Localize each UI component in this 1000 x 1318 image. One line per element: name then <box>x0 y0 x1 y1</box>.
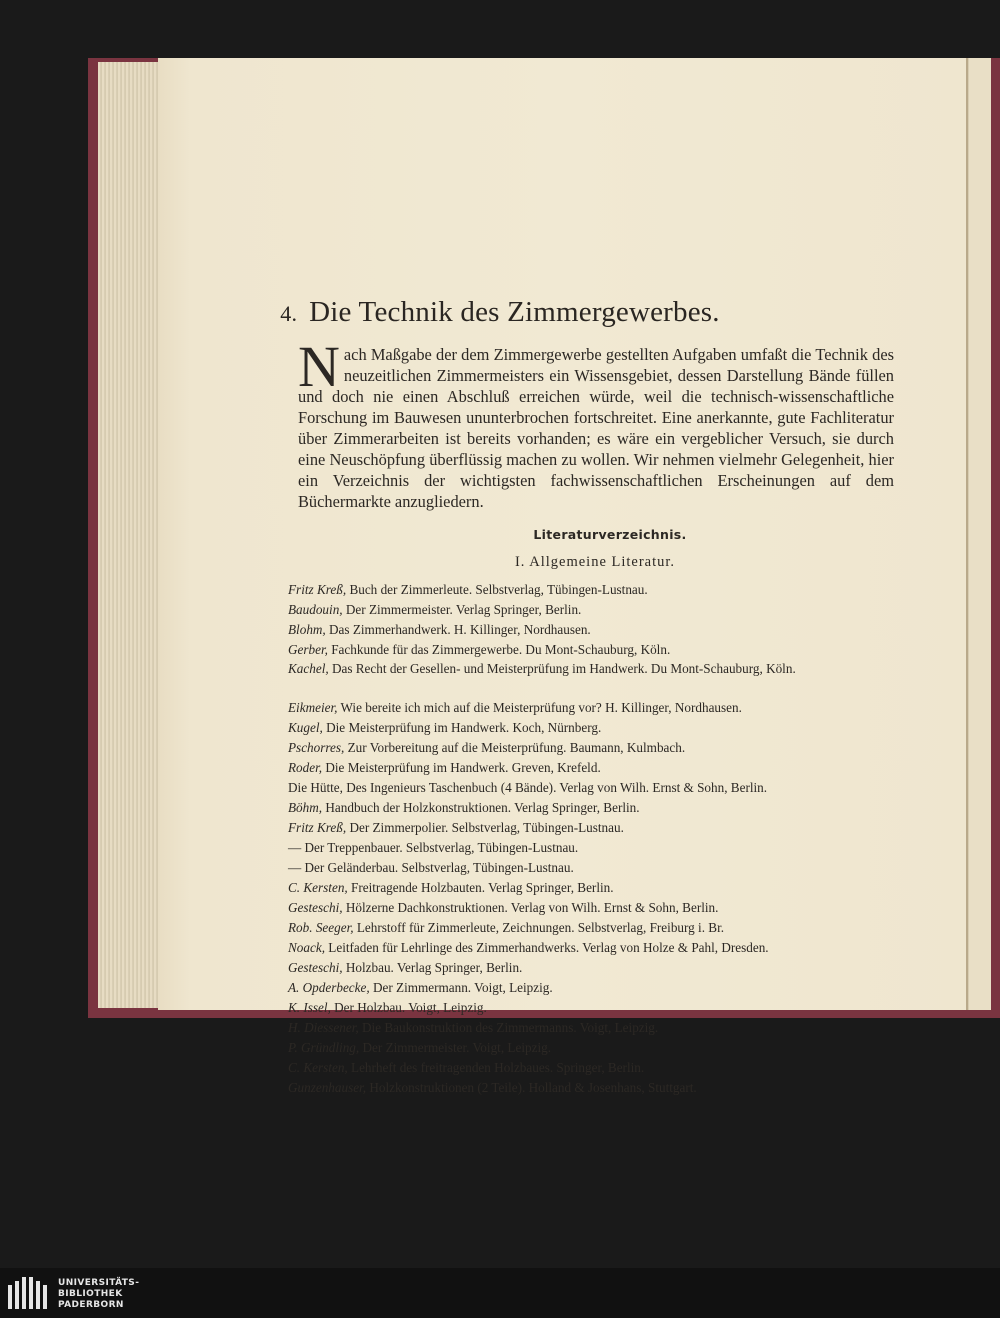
entry-author: Gerber, <box>288 642 328 657</box>
bibliography-entry <box>288 998 908 1018</box>
entry-text: — Der Treppenbauer. Selbstverlag, Tübingen-Lustnau. <box>288 840 579 855</box>
entry-text: Lehrheft des freitragenden Holzbaues. Springer, Berlin. <box>347 1060 645 1075</box>
bibliography-entry <box>288 640 908 660</box>
entry-author: Fritz Kreß, <box>288 582 347 597</box>
entry-text: Die Baukonstruktion des Zimmermanns. Voigt, Leipzig. <box>358 1020 659 1035</box>
entry-text: Wie bereite ich mich auf die Meisterprüfung vor? H. Killinger, Nordhausen. <box>337 700 742 715</box>
section-title: Die Technik des Zimmergewerbes. <box>309 296 720 328</box>
entry-author: P. Gründling, <box>288 1040 360 1055</box>
bibliography-entry <box>288 858 908 878</box>
drop-cap: N <box>298 334 340 399</box>
entry-text: Lehrstoff für Zimmerleute, Zeichnungen. Selbstverlag, Freiburg i. Br. <box>353 920 725 935</box>
bibliography-entry <box>288 1078 908 1098</box>
library-bars-icon <box>8 1277 52 1309</box>
bibliography-entry <box>288 738 908 758</box>
bibliography-entry <box>288 818 908 838</box>
bibliography-entry <box>288 620 908 640</box>
bibliography-entry <box>288 1058 908 1078</box>
entry-text: Hölzerne Dachkonstruktionen. Verlag von Wilh. Ernst & Sohn, Berlin. <box>342 900 719 915</box>
entry-author: Gesteschi, <box>288 900 343 915</box>
entry-text: Der Zimmermeister. Voigt, Leipzig. <box>359 1040 551 1055</box>
bibliography-entry <box>288 878 908 898</box>
entry-author: Gunzenhauser, <box>288 1080 367 1095</box>
entry-text: Die Meisterprüfung im Handwerk. Greven, Krefeld. <box>322 760 601 775</box>
entry-author: Eikmeier, <box>288 700 338 715</box>
bibliography-entry <box>288 778 908 798</box>
literature-section: I. Allgemeine Literatur. <box>514 554 676 570</box>
entry-text: Das Zimmerhandwerk. H. Killinger, Nordhausen. <box>325 622 591 637</box>
footer-bar <box>0 1268 1000 1318</box>
entry-text: Der Zimmerpolier. Selbstverlag, Tübingen-Lustnau. <box>346 820 624 835</box>
entry-text: — Der Geländerbau. Selbstverlag, Tübingen-Lustnau. <box>288 860 574 875</box>
entry-author: Blohm, <box>288 622 326 637</box>
bibliography-entry <box>288 958 908 978</box>
entry-text: Der Zimmermann. Voigt, Leipzig. <box>369 980 553 995</box>
bibliography-list <box>288 580 908 1098</box>
entry-author: Noack, <box>288 940 325 955</box>
bibliography-entry <box>288 600 908 620</box>
entry-author: Baudouin, <box>288 602 343 617</box>
entry-author: A. Opderbecke, <box>288 980 370 995</box>
entry-author: Roder, <box>288 760 323 775</box>
entry-text: Zur Vorbereitung auf die Meisterprüfung. Baumann, Kulmbach. <box>344 740 686 755</box>
entry-text: Die Hütte, Des Ingenieurs Taschenbuch (4 Bände). Verlag von Wilh. Ernst & Sohn, Berlin. <box>288 780 768 795</box>
entry-author: Gesteschi, <box>288 960 343 975</box>
entry-text: Buch der Zimmerleute. Selbstverlag, Tübingen-Lustnau. <box>346 582 648 597</box>
entry-author: Pschorres, <box>288 740 345 755</box>
bibliography-entry <box>288 938 908 958</box>
bibliography-entry <box>288 698 908 718</box>
bibliography-entry <box>288 1018 908 1038</box>
entry-author: Kugel, <box>288 720 323 735</box>
logo-line: BIBLIOTHEK <box>58 1289 123 1299</box>
entry-author: Fritz Kreß, <box>288 820 347 835</box>
bibliography-entry <box>288 798 908 818</box>
bibliography-entry <box>288 758 908 778</box>
entry-text: Fachkunde für das Zimmergewerbe. Du Mont-Schauburg, Köln. <box>327 642 671 657</box>
logo-line: PADERBORN <box>58 1300 124 1310</box>
bibliography-entry <box>288 1038 908 1058</box>
bibliography-entry <box>288 918 908 938</box>
bibliography-entry <box>288 718 908 738</box>
entry-text: Holzkonstruktionen (2 Teile). Holland & Josenhans, Stuttgart. <box>366 1080 697 1095</box>
section-heading <box>0 296 1000 329</box>
entry-author: Böhm, <box>288 800 323 815</box>
entry-author: H. Diessener, <box>288 1020 359 1035</box>
bibliography-entry <box>288 838 908 858</box>
entry-text: Der Zimmermeister. Verlag Springer, Berlin. <box>342 602 582 617</box>
entry-author: Kachel, <box>288 661 329 676</box>
library-logo-text <box>58 1278 139 1311</box>
entry-text: Holzbau. Verlag Springer, Berlin. <box>342 960 523 975</box>
entry-text: Der Holzbau. Voigt, Leipzig. <box>330 1000 487 1015</box>
entry-author: C. Kersten, <box>288 880 348 895</box>
entry-text: Das Recht der Gesellen- und Meisterprüfung im Handwerk. Du Mont-Schauburg, Köln. <box>328 661 796 676</box>
entry-author: K. Issel, <box>288 1000 331 1015</box>
intro-paragraph <box>298 334 894 512</box>
section-number: 4. <box>280 301 298 326</box>
intro-text: ach Maßgabe der dem Zimmergewerbe gestellten Aufgaben umfaßt die Technik des neuzeitlichen Zimmermeisters ein Wissensgebiet, dessen Darstellung Bände füllen und doch nie einen Abschluß erreichen würde, weil die technisch-wissenschaftliche Forschung im Bauwesen ununterbrochen fortschreitet. Eine anerkannte, gute Fachliteratur über Zimmerarbeiten ist bereits vorhanden; es wäre ein vergeblicher Versuch, sie durch eine Neuschöpfung überflüssig machen zu wollen. Wir nehmen vielmehr Gelegenheit, hier ein Verzeichnis der wichtigsten fachwissenschaftlichen Erscheinungen auf dem Büchermarkte anzugliedern. <box>298 345 894 511</box>
bibliography-entry <box>288 580 908 600</box>
entry-text: Handbuch der Holzkonstruktionen. Verlag Springer, Berlin. <box>322 800 640 815</box>
entry-text: Freitragende Holzbauten. Verlag Springer, Berlin. <box>347 880 614 895</box>
entry-author: C. Kersten, <box>288 1060 348 1075</box>
bibliography-entry <box>288 898 908 918</box>
entry-author: Rob. Seeger, <box>288 920 354 935</box>
bibliography-entry <box>288 660 908 698</box>
entry-text: Leitfaden für Lehrlinge des Zimmerhandwerks. Verlag von Holze & Pahl, Dresden. <box>325 940 769 955</box>
bibliography-entry <box>288 978 908 998</box>
logo-line: UNIVERSITÄTS- <box>58 1278 140 1288</box>
entry-text: Die Meisterprüfung im Handwerk. Koch, Nürnberg. <box>322 720 602 735</box>
literature-title: Literaturverzeichnis. <box>533 527 687 542</box>
